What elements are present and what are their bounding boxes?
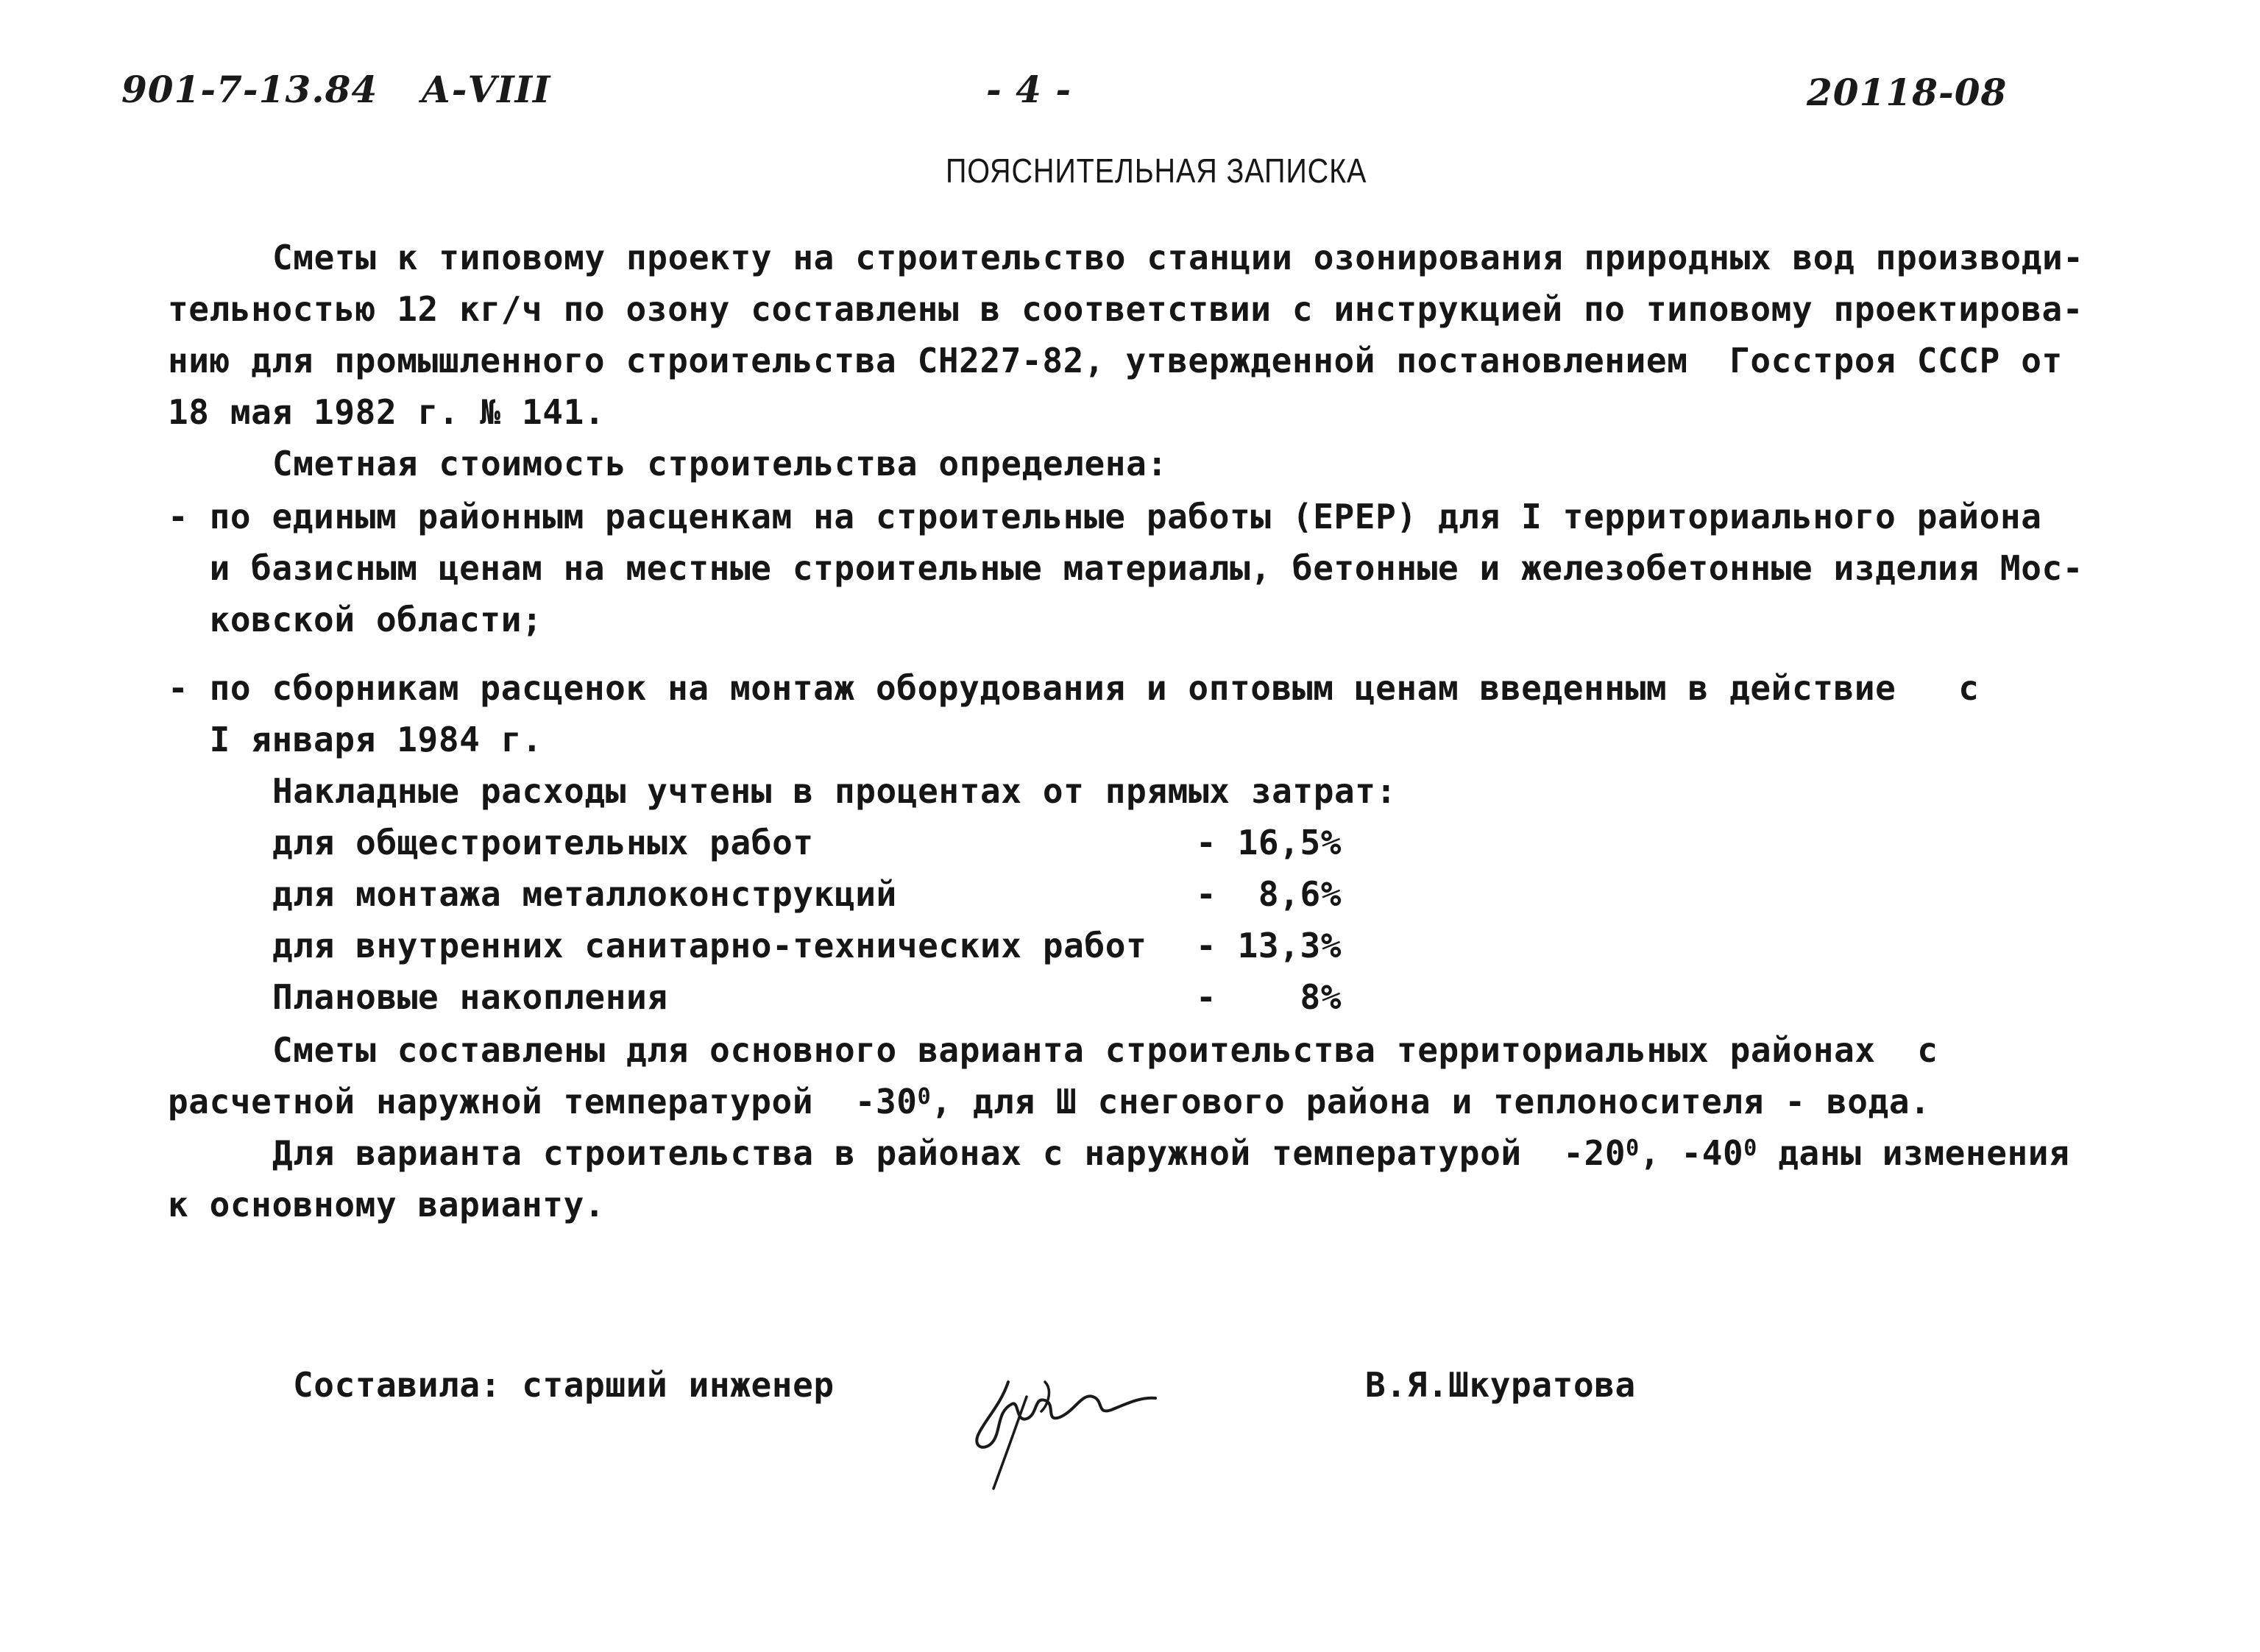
bullet1-line3: ковской области; (168, 600, 543, 639)
bullet1-line2: и базисным ценам на местные строительные материалы, бетонные и железобетонные изделия Мос- (168, 548, 2084, 588)
compiled-by-label: Составила: старший инженер (293, 1365, 835, 1405)
signatory-name: В.Я.Шкуратова (1365, 1365, 1636, 1405)
handwritten-signature (957, 1325, 1177, 1506)
para1-line1: Сметы к типовому проекту на строительство станции озонирования природных вод производи- (272, 238, 2084, 277)
doc-code: 901-7-13.84 (121, 68, 378, 111)
overhead-row-value: - 8% (1196, 977, 1342, 1017)
album-number: А-VIII (421, 68, 551, 111)
base-variant-line2: расчетной наружной температурой $-30^0$, для Ш снегового района и теплоносителя - вода. (168, 1082, 1931, 1121)
bullet1-line1: - по единым районным расценкам на строительные работы (ЕРЕР) для I территориального района (168, 497, 2042, 536)
cost-intro: Сметная стоимость строительства определена: (272, 444, 1168, 483)
bullet2-line1: - по сборникам расценок на монтаж оборудования и оптовым ценам введенным в действие с (168, 668, 1980, 708)
base-variant-line1: Сметы составлены для основного варианта строительства территориальных районах с (272, 1030, 1938, 1070)
bullet2-line2: I января 1984 г. (168, 720, 543, 759)
overhead-intro: Накладные расходы учтены в процентах от прямых затрат: (272, 771, 1397, 811)
para1-line3: нию для промышленного строительства СН227-82, утвержденной постановлением Госстроя СССР от (168, 341, 2063, 380)
overhead-row-label: для внутренних санитарно-технических работ (272, 926, 1147, 965)
page-number: - 4 - (986, 68, 1072, 111)
overhead-row-label: для монтажа металлоконструкций (272, 874, 897, 914)
overhead-row-label: Плановые накопления (272, 977, 668, 1017)
variants-line1: Для варианта строительства в районах с наружной температурой $-20^0$, $-40^0$ даны изменения (272, 1133, 2070, 1173)
para1-line4: 18 мая 1982 г. № 141. (168, 392, 606, 432)
overhead-row-value: - 8,6% (1196, 874, 1342, 914)
page-title: ПОЯСНИТЕЛЬНАЯ ЗАПИСКА (946, 152, 1367, 190)
archive-number: 20118-08 (1807, 71, 2008, 114)
overhead-row-value: - 13,3% (1196, 926, 1342, 965)
variants-line2: к основному варианту. (168, 1185, 606, 1224)
overhead-row-label: для общестроительных работ (272, 823, 814, 862)
overhead-row-value: - 16,5% (1196, 823, 1342, 862)
para1-line2: тельностью 12 кг/ч по озону составлены в соответствии с инструкцией по типовому проектирова- (168, 289, 2084, 329)
